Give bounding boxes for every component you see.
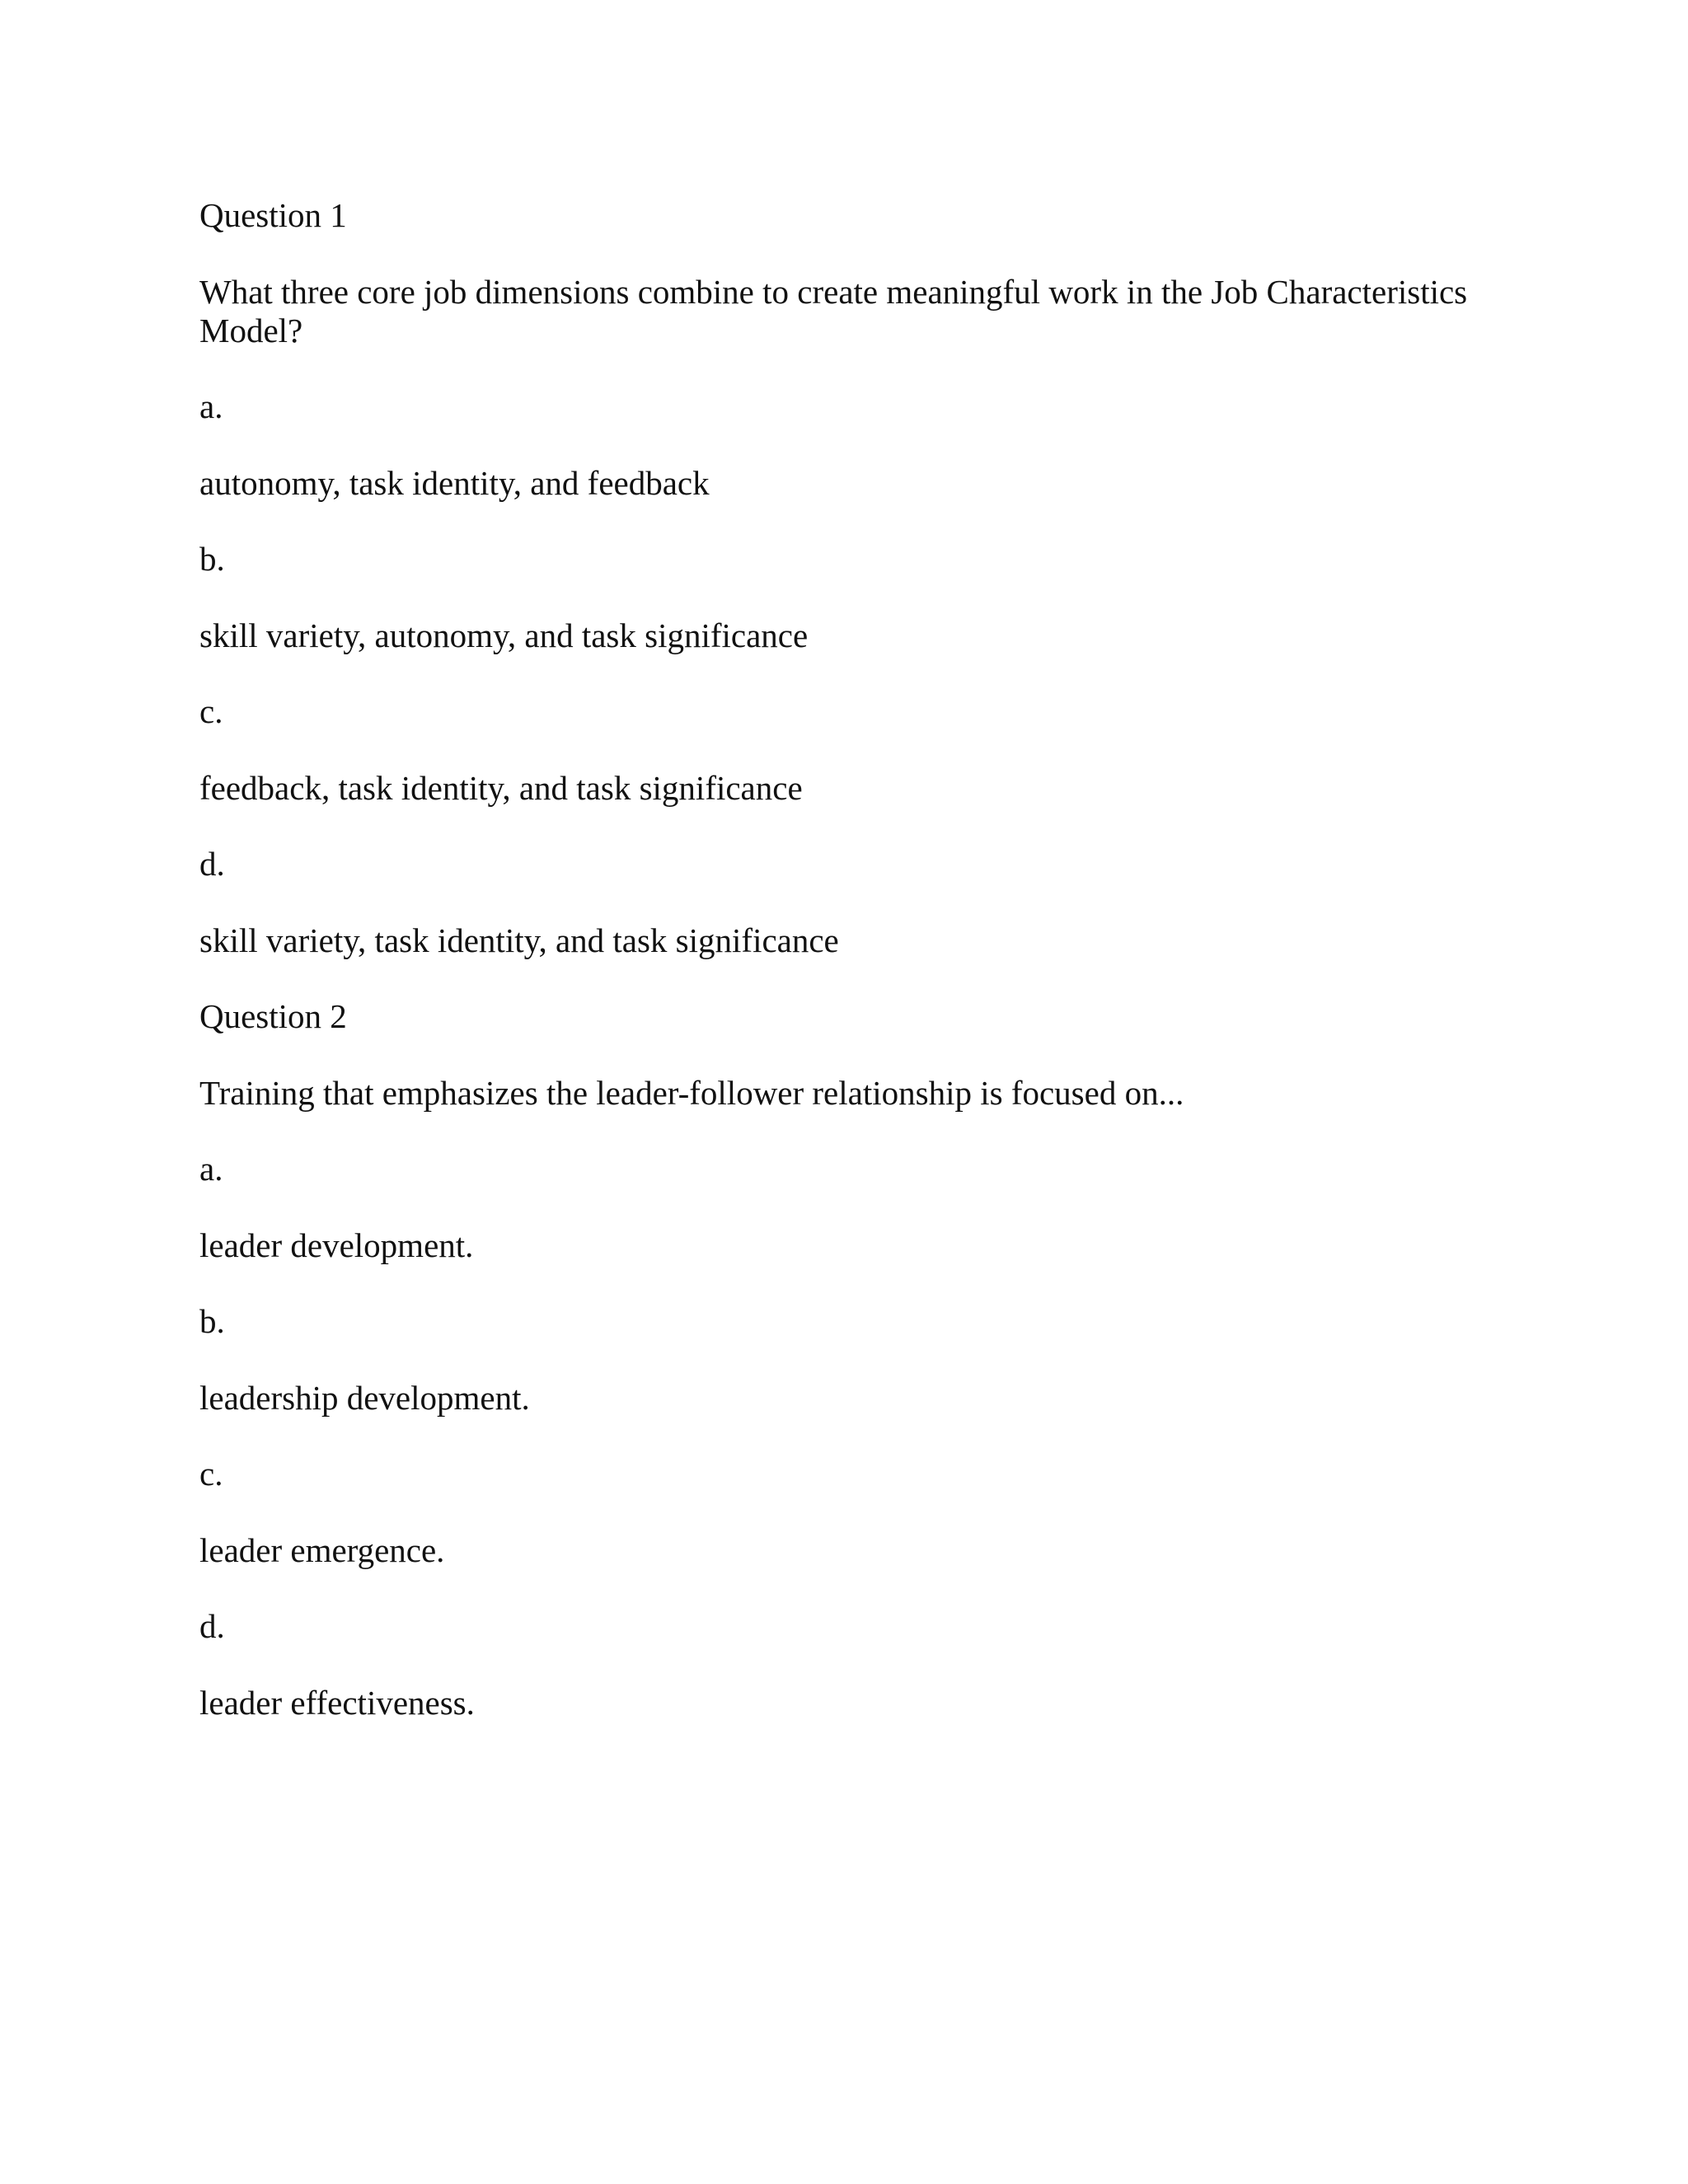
question-2-prompt: Training that emphasizes the leader-follower relationship is focused on... xyxy=(199,1074,1184,1112)
question-1-option-b-text: skill variety, autonomy, and task significance xyxy=(199,616,809,654)
question-2-option-a-text: leader development. xyxy=(199,1226,474,1264)
question-2-heading: Question 2 xyxy=(199,997,347,1035)
question-1-option-c-letter: c. xyxy=(199,692,223,730)
question-1-option-a-text: autonomy, task identity, and feedback xyxy=(199,464,710,502)
question-1-option-b-letter: b. xyxy=(199,540,225,578)
question-1-option-a-letter: a. xyxy=(199,387,223,425)
question-1-prompt: What three core job dimensions combine to create meaningful work in the Job Characteristics Model? xyxy=(199,273,1468,349)
question-2-option-b-letter: b. xyxy=(199,1302,225,1340)
question-1-heading: Question 1 xyxy=(199,196,347,234)
question-2-option-b-text: leadership development. xyxy=(199,1379,530,1417)
question-2-option-c-text: leader emergence. xyxy=(199,1531,445,1569)
question-1-option-c-text: feedback, task identity, and task significance xyxy=(199,769,803,807)
question-2-option-d-letter: d. xyxy=(199,1607,225,1645)
question-2-option-c-letter: c. xyxy=(199,1455,223,1493)
question-2-option-a-letter: a. xyxy=(199,1150,223,1188)
question-2-option-d-text: leader effectiveness. xyxy=(199,1684,475,1722)
question-1-option-d-text: skill variety, task identity, and task significance xyxy=(199,921,839,959)
question-1-option-d-letter: d. xyxy=(199,845,225,883)
